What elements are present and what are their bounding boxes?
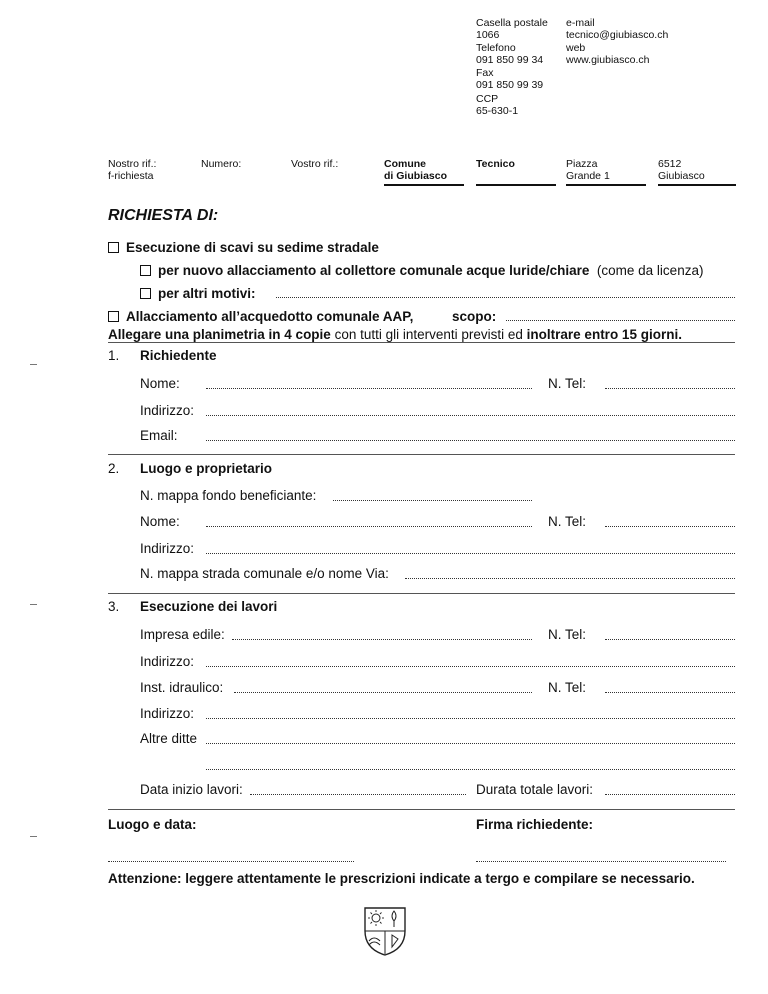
- checkbox-icon[interactable]: [140, 265, 151, 276]
- attenzione-notice: Attenzione: leggere attentamente le prescrizioni indicate a tergo e compilare se necessario.: [108, 871, 695, 886]
- city-address: 6512 Giubiasco: [658, 158, 705, 182]
- luogo-data-label: Luogo e data:: [108, 817, 197, 832]
- divider: [108, 342, 735, 343]
- header-underline: [566, 184, 646, 186]
- impresa-indirizzo-field[interactable]: [206, 666, 735, 667]
- page-title: RICHIESTA DI:: [108, 207, 219, 224]
- section-title-richiedente: Richiedente: [140, 348, 217, 363]
- indirizzo-label: Indirizzo:: [140, 654, 195, 669]
- planimetria-notice: Allegare una planimetria in 4 copie con tutti gli interventi previsti ed inoltrare entro 15 giorni.: [108, 327, 682, 342]
- tel-label: N. Tel:: [548, 376, 587, 391]
- option-aap[interactable]: Allacciamento all’acquedotto comunale AAP,: [108, 309, 413, 325]
- option-scavi[interactable]: Esecuzione di scavi su sedime stradale: [108, 240, 379, 256]
- scopo-label: scopo:: [452, 309, 497, 324]
- checkbox-icon[interactable]: [108, 311, 119, 322]
- fold-mark: [30, 836, 37, 837]
- idraulico-label: Inst. idraulico:: [140, 680, 224, 695]
- section-number: 3.: [108, 599, 120, 614]
- richiedente-tel-field[interactable]: [605, 388, 735, 389]
- header-underline: [658, 184, 736, 186]
- impresa-label: Impresa edile:: [140, 627, 225, 642]
- checkbox-icon[interactable]: [140, 288, 151, 299]
- proprietario-tel-field[interactable]: [605, 526, 735, 527]
- section-number: 2.: [108, 461, 120, 476]
- richiedente-indirizzo-field[interactable]: [206, 415, 735, 416]
- section-title-luogo: Luogo e proprietario: [140, 461, 273, 476]
- vostro-rif: Vostro rif.:: [291, 158, 339, 170]
- checkbox-icon[interactable]: [108, 242, 119, 253]
- luogo-data-field[interactable]: [108, 861, 354, 862]
- tel-label: N. Tel:: [548, 680, 587, 695]
- altri-motivi-field[interactable]: [276, 297, 735, 298]
- strada-label: N. mappa strada comunale e/o nome Via:: [140, 566, 389, 581]
- section-number: 1.: [108, 348, 120, 363]
- option-allacciamento-collettore[interactable]: per nuovo allacciamento al collettore comunale acque luride/chiare (come da licenza): [140, 263, 703, 279]
- web-contact: web www.giubiasco.ch: [566, 42, 650, 66]
- firma-field[interactable]: [476, 861, 726, 862]
- data-inizio-field[interactable]: [250, 794, 466, 795]
- header-underline: [476, 184, 556, 186]
- nostro-rif: Nostro rif.: f-richiesta: [108, 158, 157, 182]
- tecnico-label: Tecnico: [476, 158, 515, 170]
- altre-ditte-field[interactable]: [206, 769, 735, 770]
- comune-name: Comune di Giubiasco: [384, 158, 448, 182]
- coat-of-arms-icon: [362, 905, 408, 957]
- mappa-field[interactable]: [333, 500, 532, 501]
- tel-label: N. Tel:: [548, 514, 587, 529]
- nome-label: Nome:: [140, 376, 180, 391]
- indirizzo-label: Indirizzo:: [140, 706, 195, 721]
- divider: [108, 454, 735, 455]
- fold-mark: [30, 364, 37, 365]
- email-contact: e-mail tecnico@giubiasco.ch: [566, 17, 669, 41]
- durata-field[interactable]: [605, 794, 735, 795]
- indirizzo-label: Indirizzo:: [140, 403, 195, 418]
- impresa-field[interactable]: [232, 639, 532, 640]
- firma-label: Firma richiedente:: [476, 817, 594, 832]
- header-underline: [384, 184, 464, 186]
- richiedente-email-field[interactable]: [206, 440, 735, 441]
- mappa-label: N. mappa fondo beneficiante:: [140, 488, 317, 503]
- tel-label: N. Tel:: [548, 627, 587, 642]
- section-title-lavori: Esecuzione dei lavori: [140, 599, 278, 614]
- nome-label: Nome:: [140, 514, 180, 529]
- altre-ditte-label: Altre ditte: [140, 731, 198, 746]
- divider: [108, 593, 735, 594]
- option-altri-motivi[interactable]: per altri motivi:: [140, 286, 256, 302]
- impresa-tel-field[interactable]: [605, 639, 735, 640]
- casella-postale: Casella postale 1066: [476, 17, 548, 41]
- altre-ditte-field[interactable]: [206, 743, 735, 744]
- fax-contact: Fax 091 850 99 39: [476, 67, 544, 91]
- data-inizio-label: Data inizio lavori:: [140, 782, 243, 797]
- proprietario-indirizzo-field[interactable]: [206, 553, 735, 554]
- idraulico-field[interactable]: [234, 692, 532, 693]
- scopo-field[interactable]: [506, 320, 735, 321]
- fold-mark: [30, 604, 37, 605]
- indirizzo-label: Indirizzo:: [140, 541, 195, 556]
- piazza-address: Piazza Grande 1: [566, 158, 610, 182]
- richiedente-nome-field[interactable]: [206, 388, 532, 389]
- ccp-contact: CCP 65-630-1: [476, 93, 519, 117]
- proprietario-nome-field[interactable]: [206, 526, 532, 527]
- divider: [108, 809, 735, 810]
- durata-label: Durata totale lavori:: [476, 782, 594, 797]
- telefono-contact: Telefono 091 850 99 34: [476, 42, 544, 66]
- idraulico-indirizzo-field[interactable]: [206, 718, 735, 719]
- numero-label: Numero:: [201, 158, 242, 170]
- email-label: Email:: [140, 428, 178, 443]
- idraulico-tel-field[interactable]: [605, 692, 735, 693]
- strada-field[interactable]: [405, 578, 735, 579]
